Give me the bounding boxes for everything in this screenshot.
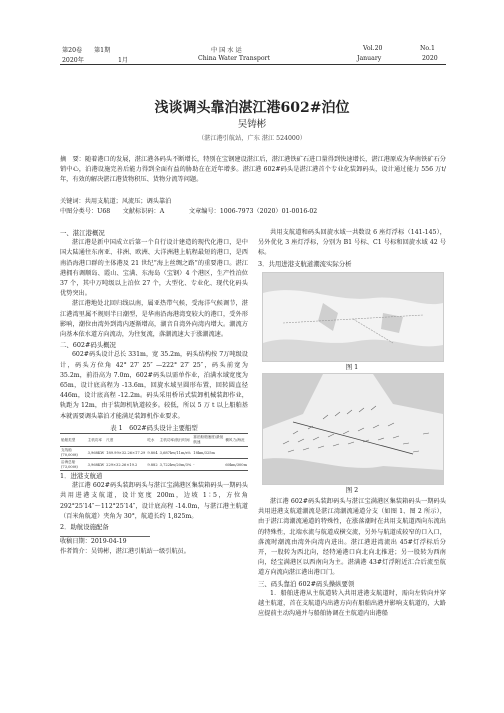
table-cell	[224, 447, 248, 459]
table-header-cell: 靠泊船舶速度/最低航速	[192, 434, 224, 447]
table-cell: 9.804	[146, 447, 158, 459]
table-cell: 18km/325m	[192, 447, 224, 459]
issue-en: No.1	[420, 45, 435, 52]
table-caption: 表 1 602#码头设计主要船型	[110, 423, 198, 432]
section-2-1-text: 湛江港 602#码头装卸码头与湛江宝满港区集装箱码头一期码头共用进港支航道，设计宽度 200m，边坡 1∶5，方位角 292°25′14″～112°25′14″，设计底高程 -14.0m，与湛江港主航道（百米角航道）夹角为 30°，航道长约 1,825m。	[60, 482, 248, 520]
volume: 第20卷	[62, 47, 83, 54]
section-2-text: 602#码头设计总长 331m，宽 35.2m，码头结构按 7万吨级设计，码头方位角 42° 27′ 25″ —222° 27′ 25″，码头前宽为 35.2m，前沿高为 7.0m，602#码头以需单作业，泊满水域宽度为 65m，设计底高程为 -13.6m，回旋水域呈圆形布置，回转圆直径 446m，设计底高程 -12.2m。码头采用桥吊式装卸机械装卸作业，轨距为 12m，由于装卸机轨道较多。较低，所以 5 万 t 以上船舶基本就需要调头靠泊才能满足装卸机作业要求。	[60, 351, 248, 420]
table-header-cell: 船舶类型	[60, 434, 87, 447]
article-title: 浅谈调头靠泊湛江港602#泊位	[154, 100, 350, 116]
figure-2-caption: 图 2	[345, 486, 359, 494]
table-cell: 229×32.26×19.2	[105, 459, 146, 471]
section-1-title: 一、湛江港概况	[60, 229, 105, 237]
table-cell: 支线船(70,000t)	[60, 447, 87, 459]
month-en: January	[357, 55, 382, 62]
section-2-title: 二、602#码头概况	[60, 341, 116, 350]
table-cell: 沿海总船(73,000t)	[60, 459, 87, 471]
month: 1月	[118, 57, 129, 64]
table-cell: 3,968KW	[87, 459, 106, 471]
received-date: 收稿日期：2019-04-19	[60, 538, 127, 546]
subsection-3-title: 3．共用进港支航道潮流实际分析	[258, 259, 352, 268]
journal-name-en: China Water Transport	[198, 55, 270, 62]
table-cell: -	[192, 459, 224, 471]
affiliation: （湛江港引航站，广东 湛江 524000）	[198, 135, 306, 142]
table-cell: 60km/300m	[224, 459, 248, 471]
figure-2-current-map	[262, 373, 444, 485]
table-cell: 3,968KW	[87, 447, 106, 459]
table-cell: 3,687kw/11m/s%	[159, 447, 193, 459]
table-row	[60, 459, 248, 471]
figure-1-map	[262, 272, 444, 362]
table-header-cell: 横风力/海况	[224, 434, 248, 447]
table-cell: 189.99×32.26×17.29	[105, 447, 146, 459]
current-analysis-text: 湛江港 602#码头装卸码头与湛江宝满港区集装箱码头一期码头共用进港支航道潮流是湛江湾潮流通道分支（如图 1、图 2 所示），由于湛江湾潮流通道的特殊性，在涨落潮时在共用支航道西向东流出的特殊性，北端水流与航道成横交流，另外与航道成较窄的口入口，落流时潮流由湾外向湾内进出。湛江港进湾流出 45#灯浮标后分开，一股转为西北向，经特通港口向北向北推进；另一股转为西南向，经宝满港区以西南向为主。湛满港 43#灯浮附近汇合后流至航道方向流向湛江港出港口门。	[258, 498, 446, 577]
design-ship-table	[60, 433, 248, 471]
author-note: 作者简介：吴铸彬，湛江港引航站一级引航员。	[60, 548, 190, 556]
table-header-row	[60, 434, 248, 447]
keywords: 关键词：共用支航道；风流压；调头靠泊	[60, 198, 172, 205]
buoy-text: 共用支航道和码头回旋水域一共数设 6 座灯浮标（141-145），另外优化 3 座灯浮标，分别为 B1 号标、C1 号标和回旋水域 42 号标。	[258, 229, 446, 257]
table-row	[60, 447, 248, 459]
table-cell: 9.882	[146, 459, 158, 471]
tidal-current-image	[263, 374, 443, 484]
author: 吴铸彬	[237, 119, 267, 130]
table-cell: 3,722kw/20m/3%	[159, 459, 193, 471]
year: 2020年	[62, 57, 84, 64]
section-3-title: 三、码头靠泊 602#码头操纵要领	[258, 579, 355, 588]
table-header-cell: 主机功率	[87, 434, 106, 447]
figure-1-caption: 图 1	[345, 363, 359, 371]
year-en: 2020	[422, 55, 438, 62]
harbor-map-image	[263, 273, 443, 361]
table-header-cell: 吃水	[146, 434, 158, 447]
section-3-text: 1．船舶进港从主航道转入共用进港支航道时，需向左转向并穿越主航道，首在支航道内出港方向有船舶出港并影响支航道的，大路应提前主动沟通并与船舶协调在主航道内出港船	[258, 589, 446, 618]
section-1-text: 湛江港是新中国成立后第一个自行设计建造的现代化港口，是中国大陆通往东南亚、非洲、欧洲、大洋洲港上航程最短的港口，是西南沿海港口群的主体港及 21 世纪“海上丝绸之路”的重要港口。湛江港拥有调顺岛、霞山、宝满、东海岛（宝钢）4 个港区，生产性泊位 37 个，其中万吨级以上泊位 27 个，大型化、专业化、现代化码头优势突出。	[60, 239, 248, 298]
table-header-cell: 尺度	[105, 434, 146, 447]
header-rule	[60, 64, 446, 65]
volume-en: Vol.20	[363, 45, 383, 52]
journal-name-cn: 中 国 水 运	[211, 47, 242, 54]
abstract: 摘 要：随着港口的发展，湛江港各码头不断增长，特别在宝钢建设湛江后，湛江港铁矿石进口量得到快速增长，湛江港原成为华南铁矿石分销中心，泊港设施完善后能力得到全面有益的胁助在在近年增多。湛江港 602#码头是湛江港首个专业化装卸码头，设计通过能力 556 万t/年，有效的解决湛江港货物积压、货物分流等问题。	[60, 156, 446, 184]
issue: 第1期	[94, 47, 111, 54]
section-1-text-2: 湛江港地处北回归线以南，属亚热带气候，受海洋气候调节，湛江港湾里属不规则半日潮型，是华南沿海港湾变较大的港口，受外形影响，潮位由湾外到湾内逐渐增高，湖音自湾外向湾内增大。潮流方向基本依水道方向流动，为往复流，落潮流速大于涨潮流速。	[60, 300, 248, 339]
classification: 中图分类号：U68 文献标识码：A 文章编号：1006-7973（2020）01-0016-02	[60, 208, 318, 215]
section-2-1-title: 1．进港支航道	[60, 472, 103, 481]
section-2-2-title: 2．助航设施配备	[60, 523, 109, 532]
table-header-cell: 主机功率/航行时间	[159, 434, 193, 447]
